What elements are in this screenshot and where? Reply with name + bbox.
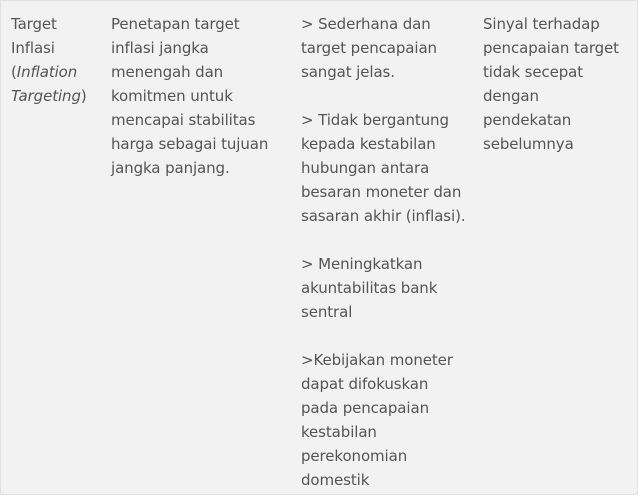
cell-text-line: target pencapaian xyxy=(301,39,437,57)
cell-text-line: sentral xyxy=(301,303,353,321)
cell-text-line: perekonomian xyxy=(301,447,408,465)
cell-text-line: kestabilan xyxy=(301,423,377,441)
cell-text-line: komitmen untuk xyxy=(111,87,233,105)
paren-open: ( xyxy=(11,63,17,81)
cell-text-line xyxy=(11,84,96,108)
cell-text-line: pendekatan xyxy=(483,111,572,129)
table-cell-advantages xyxy=(301,12,473,492)
cell-text-line: Inflasi xyxy=(11,39,55,57)
cell-text-line: >Kebijakan moneter xyxy=(301,351,453,369)
cell-text-line: pada pencapaian xyxy=(301,399,429,417)
cell-text-line: Penetapan target xyxy=(111,15,240,33)
cell-text-line: tidak secepat xyxy=(483,63,584,81)
cell-text-line: > Sederhana dan xyxy=(301,15,431,33)
cell-text-line: > Meningkatkan xyxy=(301,255,423,273)
italic-term: Targeting xyxy=(11,87,81,105)
cell-text-line: sangat jelas. xyxy=(301,63,395,81)
cell-text-line: akuntabilitas bank xyxy=(301,279,438,297)
cell-text-line xyxy=(11,60,96,84)
table-cell-strategy xyxy=(11,12,96,108)
paren-close: ) xyxy=(80,87,87,105)
cell-text-line: menengah dan xyxy=(111,63,224,81)
cell-text-line: hubungan antara xyxy=(301,159,430,177)
cell-text-line: kepada kestabilan xyxy=(301,135,436,153)
italic-term: Inflation xyxy=(16,63,78,81)
advantage-item xyxy=(301,252,473,324)
advantage-item xyxy=(301,108,473,228)
cell-text-line: dapat difokuskan xyxy=(301,375,429,393)
cell-text-line: dengan xyxy=(483,87,539,105)
cell-text-line: Sinyal terhadap xyxy=(483,15,600,33)
advantage-item xyxy=(301,348,473,492)
cell-text-line: jangka panjang. xyxy=(111,159,230,177)
cell-text-line: Target xyxy=(11,15,57,33)
cell-text-line: > Tidak bergantung xyxy=(301,111,449,129)
advantage-item xyxy=(301,12,473,84)
cell-text-line: mencapai stabilitas xyxy=(111,111,256,129)
cell-text-line: sebelumnya xyxy=(483,135,574,153)
cell-text-line: pencapaian target xyxy=(483,39,619,57)
cell-text-line: besaran moneter dan xyxy=(301,183,462,201)
table-cell-disadvantages xyxy=(483,12,638,156)
cell-text-line: domestik xyxy=(301,471,370,489)
cell-text-line: inflasi jangka xyxy=(111,39,209,57)
table-cell-description xyxy=(111,12,291,180)
cell-text-line: sasaran akhir (inflasi). xyxy=(301,207,466,225)
cell-text-line: harga sebagai tujuan xyxy=(111,135,269,153)
